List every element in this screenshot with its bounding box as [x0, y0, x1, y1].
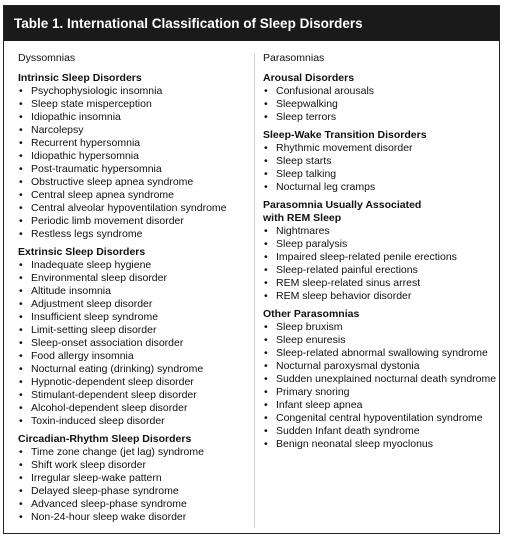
list-item: • Sleep bruxism — [263, 321, 495, 334]
list-item: • Nocturnal leg cramps — [263, 181, 495, 194]
column-divider — [254, 54, 255, 528]
list-item: • Sleep-related painful erections — [263, 264, 495, 277]
list-item: • Congenital central hypoventilation syndrome — [263, 412, 495, 425]
list-item: • Idiopathic insomnia — [18, 111, 253, 124]
section-title-line-2: with REM Sleep — [263, 212, 342, 224]
item-list — [263, 85, 495, 124]
list-item: • Irregular sleep-wake pattern — [18, 472, 253, 485]
list-item: • Non-24-hour sleep wake disorder — [18, 511, 253, 524]
list-item: • Primary snoring — [263, 386, 495, 399]
list-item: • Adjustment sleep disorder — [18, 298, 253, 311]
list-item: • Nocturnal eating (drinking) syndrome — [18, 363, 253, 376]
list-item: • Rhythmic movement disorder — [263, 142, 495, 155]
list-item: • Advanced sleep-phase syndrome — [18, 498, 253, 511]
section-title: Intrinsic Sleep Disorders — [18, 72, 142, 84]
list-item: • Narcolepsy — [18, 124, 253, 137]
list-item: • Sleep-related abnormal swallowing syndrome — [263, 347, 495, 360]
item-list — [18, 85, 253, 241]
section-extrinsic — [18, 246, 253, 428]
list-item: • Infant sleep apnea — [263, 399, 495, 412]
list-item: • Nocturnal paroxysmal dystonia — [263, 360, 495, 373]
list-item: • Central alveolar hypoventilation syndrome — [18, 202, 253, 215]
list-item: • Stimulant-dependent sleep disorder — [18, 389, 253, 402]
list-item: • Inadequate sleep hygiene — [18, 259, 253, 272]
section-other-parasomnias — [263, 308, 495, 451]
item-list — [263, 142, 495, 194]
list-item: • Sleep terrors — [263, 111, 495, 124]
item-list — [18, 446, 253, 524]
list-item: • Sudden Infant death syndrome — [263, 425, 495, 438]
item-list — [263, 225, 495, 303]
list-item: • Nightmares — [263, 225, 495, 238]
section-circadian — [18, 433, 253, 524]
list-item: • Sudden unexplained nocturnal death syndrome — [263, 373, 495, 386]
section-intrinsic — [18, 72, 253, 241]
list-item: • Restless legs syndrome — [18, 228, 253, 241]
list-item: • Alcohol-dependent sleep disorder — [18, 402, 253, 415]
list-item: • Obstructive sleep apnea syndrome — [18, 176, 253, 189]
list-item: • Sleep-onset association disorder — [18, 337, 253, 350]
section-arousal — [263, 72, 495, 124]
list-item: • Benign neonatal sleep myoclonus — [263, 438, 495, 451]
list-item: • Food allergy insomnia — [18, 350, 253, 363]
item-list — [18, 259, 253, 428]
table-frame — [3, 5, 500, 534]
section-title-line-1: Parasomnia Usually Associated — [263, 199, 422, 211]
list-item: • REM sleep-related sinus arrest — [263, 277, 495, 290]
list-item: • Delayed sleep-phase syndrome — [18, 485, 253, 498]
list-item: • Limit-setting sleep disorder — [18, 324, 253, 337]
list-item: • Sleep starts — [263, 155, 495, 168]
list-item: • Impaired sleep-related penile erections — [263, 251, 495, 264]
list-item: • Sleep paralysis — [263, 238, 495, 251]
list-item: • Confusional arousals — [263, 85, 495, 98]
section-title: Extrinsic Sleep Disorders — [18, 246, 146, 258]
parasomnias-column — [263, 52, 495, 456]
list-item: • Shift work sleep disorder — [18, 459, 253, 472]
list-item: • Periodic limb movement disorder — [18, 215, 253, 228]
list-item: • Insufficient sleep syndrome — [18, 311, 253, 324]
list-item: • Hypnotic-dependent sleep disorder — [18, 376, 253, 389]
list-item: • Toxin-induced sleep disorder — [18, 415, 253, 428]
section-sleep-wake-transition — [263, 129, 495, 194]
section-title: Circadian-Rhythm Sleep Disorders — [18, 433, 192, 445]
dyssomnias-column — [18, 52, 253, 529]
section-title: Sleep-Wake Transition Disorders — [263, 129, 427, 141]
list-item: • Time zone change (jet lag) syndrome — [18, 446, 253, 459]
list-item: • Sleep enuresis — [263, 334, 495, 347]
list-item: • Altitude insomnia — [18, 285, 253, 298]
section-rem-parasomnia — [263, 199, 495, 303]
list-item: • Central sleep apnea syndrome — [18, 189, 253, 202]
list-item: • Psychophysiologic insomnia — [18, 85, 253, 98]
list-item: • Idiopathic hypersomnia — [18, 150, 253, 163]
section-title: Arousal Disorders — [263, 72, 355, 84]
list-item: • REM sleep behavior disorder — [263, 290, 495, 303]
table-title: Table 1. International Classification of Sleep Disorders — [4, 6, 499, 41]
list-item: • Environmental sleep disorder — [18, 272, 253, 285]
list-item: • Post-traumatic hypersomnia — [18, 163, 253, 176]
parasomnias-heading: Parasomnias — [263, 52, 325, 64]
dyssomnias-heading: Dyssomnias — [18, 52, 76, 64]
list-item: • Sleep talking — [263, 168, 495, 181]
section-title: Other Parasomnias — [263, 308, 360, 320]
item-list — [263, 321, 495, 451]
list-item: • Sleepwalking — [263, 98, 495, 111]
list-item: • Sleep state misperception — [18, 98, 253, 111]
list-item: • Recurrent hypersomnia — [18, 137, 253, 150]
